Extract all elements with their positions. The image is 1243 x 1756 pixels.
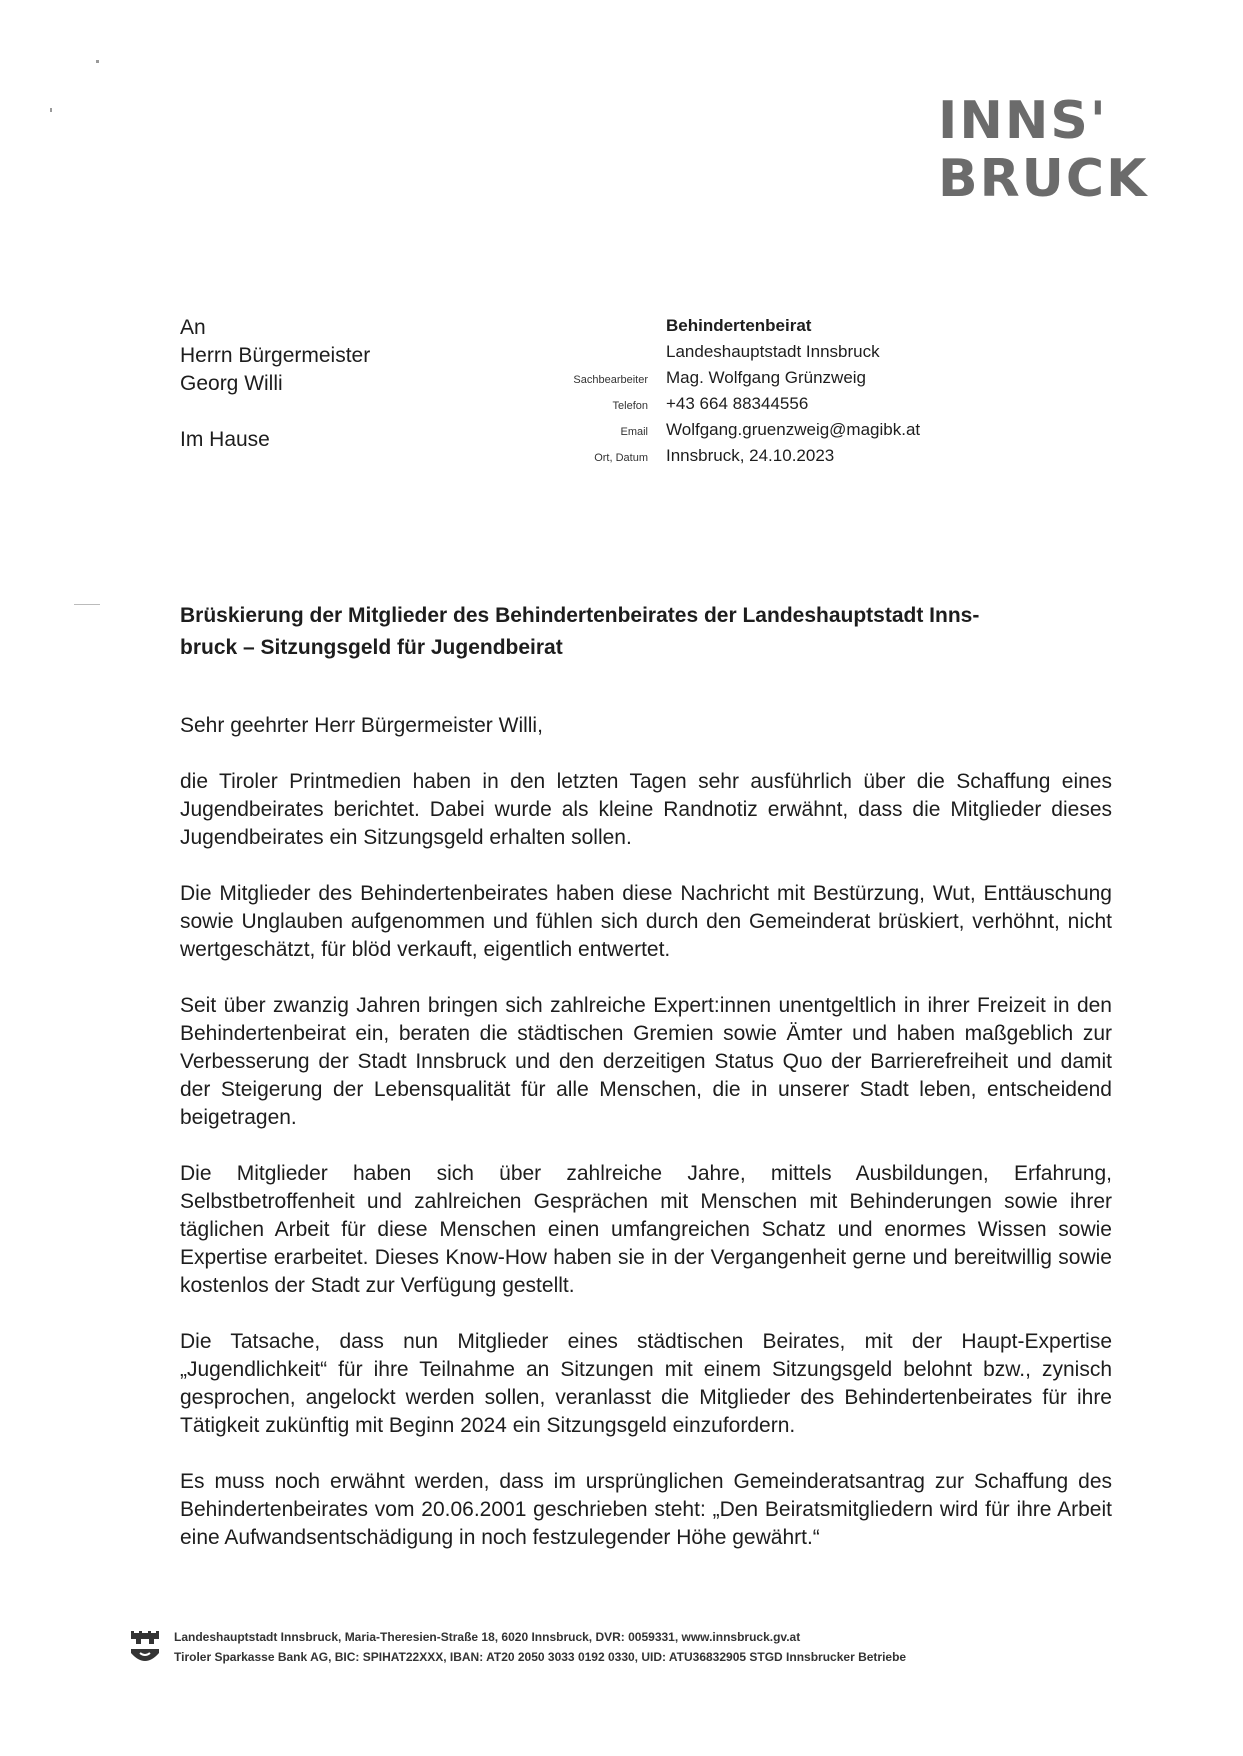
body-paragraph: Die Mitglieder des Behindertenbeirates haben diese Nachricht mit Bestürzung, Wut, Enttäuschung sowie Unglauben aufgenommen und fühlen sich durch den Gemeinderat brüskiert, verhöhnt, nicht wertgeschätzt, für blöd verkauft, eigentlich entwertet. (180, 882, 1112, 961)
sender-date-row (440, 446, 1000, 472)
phone-label: Telefon (612, 400, 648, 412)
email-label: Email (620, 426, 648, 438)
fold-mark (74, 604, 100, 605)
date-value: Innsbruck, 24.10.2023 (666, 446, 835, 465)
subject-line-1: Brüskierung der Mitglieder des Behindertenbeirates der Landeshauptstadt Inns- (180, 604, 980, 627)
recipient-name: Georg Willi (180, 372, 283, 395)
sender-clerk-row (440, 368, 1000, 394)
sender-email-row (440, 420, 1000, 446)
sender-organization-row (440, 342, 1000, 368)
sender-department-row (440, 316, 1000, 342)
date-label: Ort, Datum (594, 452, 648, 464)
footer-bank: Tiroler Sparkasse Bank AG, BIC: SPIHAT22XXX, IBAN: AT20 2050 3033 0192 0330, UID: ATU36832905 STGD Innsbrucker Betriebe (174, 1650, 907, 1664)
sender-department: Behindertenbeirat (666, 316, 812, 335)
recipient-location: Im Hause (180, 428, 270, 451)
body-paragraph: Es muss noch erwähnt werden, dass im ursprünglichen Gemeinderatsantrag zur Schaffung des Behindertenbeirates vom 20.06.2001 geschrieben steht: „Den Beiratsmitgliedern wird für ihre Arbeit eine Aufwandsentschädigung in noch festzulegender Höhe gewährt.“ (180, 1470, 1112, 1549)
sender-info (440, 316, 1000, 472)
recipient-title: Herrn Bürgermeister (180, 344, 371, 367)
sender-organization: Landeshauptstadt Innsbruck (666, 342, 880, 361)
footer-address: Landeshauptstadt Innsbruck, Maria-Theresien-Straße 18, 6020 Innsbruck, DVR: 0059331, www.innsbruck.gv.at (174, 1630, 801, 1644)
city-bridge-icon (130, 1629, 160, 1663)
body-paragraph: Seit über zwanzig Jahren bringen sich zahlreiche Expert:innen unentgeltlich in ihrer Freizeit in den Behindertenbeirat ein, beraten die städtischen Gremien sowie Ämter und haben maßgeblich zur Verbesserung der Stadt Innsbruck und den derzeitigen Status Quo der Barrierefreiheit und damit der Steigerung der Lebensqualität für alle Menschen, die in unserer Stadt leben, entscheidend beigetragen. (180, 994, 1112, 1129)
email-value: Wolfgang.gruenzweig@magibk.at (666, 420, 921, 439)
salutation: Sehr geehrter Herr Bürgermeister Willi, (180, 714, 543, 737)
body-paragraph: Die Mitglieder haben sich über zahlreiche Jahre, mittels Ausbildungen, Erfahrung, Selbstbetroffenheit und zahlreichen Gesprächen mit Menschen mit Behinderungen sowie ihrer täglichen Arbeit für diese Menschen einen umfangreichen Schatz und enormes Wissen sowie Expertise erarbeitet. Dieses Know-How haben sie in der Vergangenheit gerne und bereitwillig sowie kostenlos der Stadt zur Verfügung gestellt. (180, 1162, 1112, 1297)
scan-speck (50, 108, 52, 112)
body-paragraph: Die Tatsache, dass nun Mitglieder eines städtischen Beirates, mit der Haupt-Expertise „Jugendlichkeit“ für ihre Teilnahme an Sitzungen mit einem Sitzungsgeld belohnt bzw., zynisch gesprochen, angelockt werden sollen, veranlasst die Mitglieder des Behindertenbeirates für ihre Tätigkeit zukünftig mit Beginn 2024 ein Sitzungsgeld einzufordern. (180, 1330, 1112, 1437)
recipient-address (180, 314, 370, 454)
innsbruck-logo (938, 92, 1178, 208)
sender-phone-row (440, 394, 1000, 420)
scan-speck (96, 60, 99, 63)
logo-line-2: BRUCK (938, 149, 1149, 209)
body-paragraph: die Tiroler Printmedien haben in den letzten Tagen sehr ausführlich über die Schaffung eines Jugendbeirates berichtet. Dabei wurde als kleine Randnotiz erwähnt, dass die Mitglieder dieses Jugendbeirates ein Sitzungsgeld erhalten sollen. (180, 770, 1112, 849)
clerk-label: Sachbearbeiter (573, 374, 648, 386)
recipient-to: An (180, 316, 206, 339)
logo-line-1: INNS' (938, 91, 1108, 151)
letter-subject (180, 600, 1110, 664)
phone-value: +43 664 88344556 (666, 394, 809, 413)
footer-text (174, 1627, 906, 1667)
clerk-name: Mag. Wolfgang Grünzweig (666, 368, 867, 387)
letter-body (180, 712, 1112, 1580)
subject-line-2: bruck – Sitzungsgeld für Jugendbeirat (180, 636, 563, 659)
